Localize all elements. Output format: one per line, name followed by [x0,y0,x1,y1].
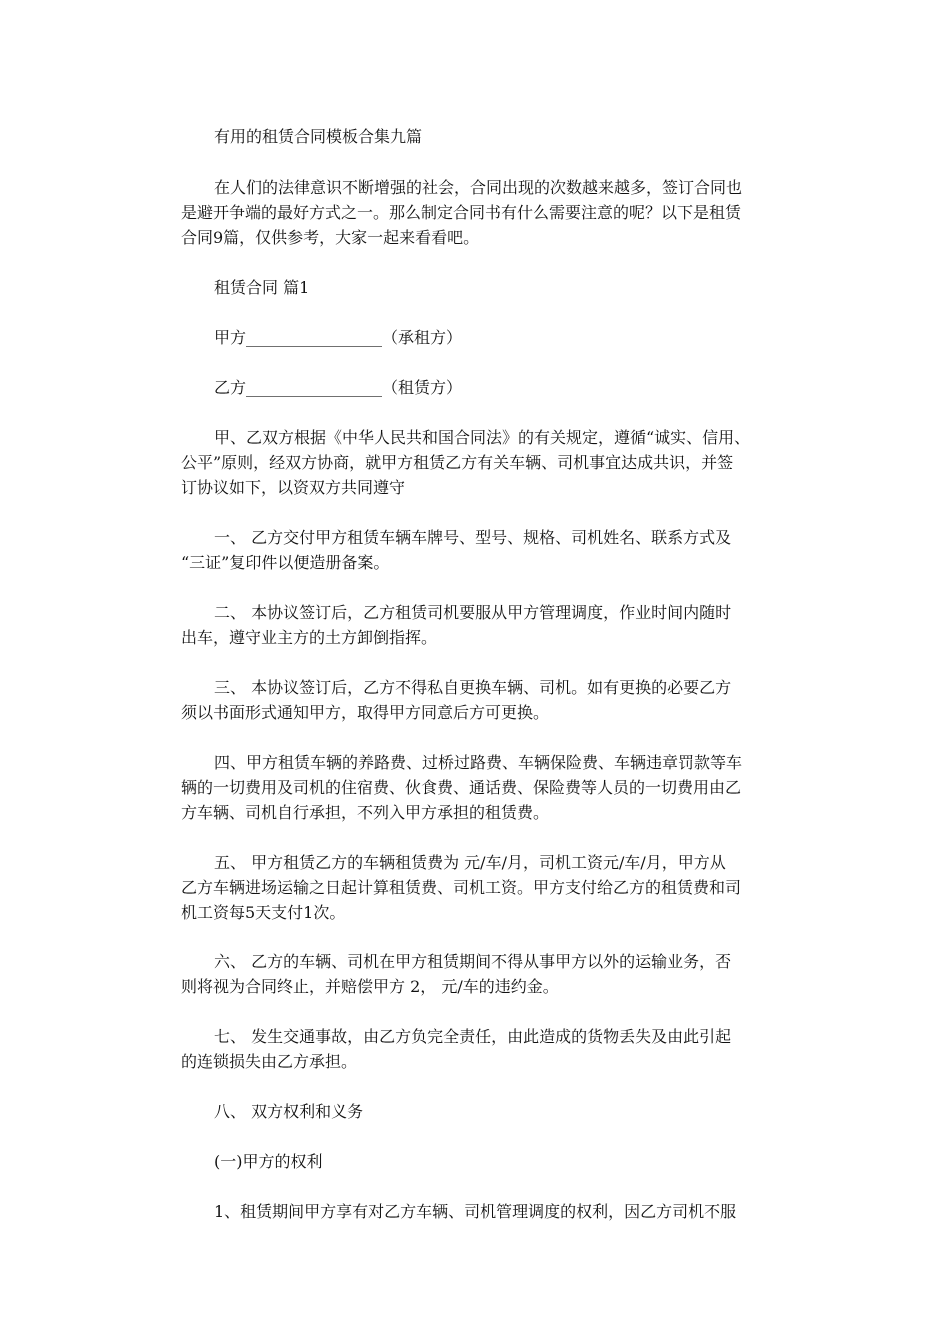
intro-line-1: 在人们的法律意识不断增强的社会，合同出现的次数越来越多，签订合同也 [214,178,743,197]
clause-6-line-1: 六、 乙方的车辆、司机在甲方租赁期间不得从事甲方以外的运输业务，否 [214,952,732,971]
section-heading: 租赁合同 篇1 [214,278,310,297]
subsection-heading: (一)甲方的权利 [214,1152,323,1171]
item-1-line-1: 1、租赁期间甲方享有对乙方车辆、司机管理调度的权利，因乙方司机不服 [214,1202,737,1221]
clause-5-line-3: 机工资每5天支付1次。 [181,903,346,922]
clause-6-line-2: 则将视为合同终止，并赔偿甲方 2， 元/车的违约金。 [181,977,559,996]
clause-3-line-2: 须以书面形式通知甲方，取得甲方同意后方可更换。 [181,703,550,722]
clause-7-line-1: 七、 发生交通事故，由乙方负完全责任，由此造成的货物丢失及由此引起 [214,1027,732,1046]
clause-4-line-1: 四、甲方租赁车辆的养路费、过桥过路费、车辆保险费、车辆违章罚款等车 [214,753,743,772]
clause-5-line-2: 乙方车辆进场运输之日起计算租赁费、司机工资。甲方支付给乙方的租赁费和司 [181,878,742,897]
preamble-line-1: 甲、乙双方根据《中华人民共和国合同法》的有关规定，遵循“诚实、信用、 [214,428,751,447]
clause-2-line-1: 二、 本协议签订后，乙方租赁司机要服从甲方管理调度，作业时间内随时 [214,603,732,622]
clause-1-line-2: “三证”复印件以便造册备案。 [181,553,390,572]
preamble-line-3: 订协议如下，以资双方共同遵守 [181,478,406,497]
clause-3-line-1: 三、 本协议签订后，乙方不得私自更换车辆、司机。如有更换的必要乙方 [214,678,732,697]
document-title: 有用的租赁合同模板合集九篇 [214,127,423,146]
preamble-line-2: 公平”原则，经双方协商，就甲方租赁乙方有关车辆、司机事宜达成共识，并签 [181,453,734,472]
intro-line-2: 是避开争端的最好方式之一。那么制定合同书有什么需要注意的呢？以下是租赁 [181,203,742,222]
clause-2-line-2: 出车，遵守业主方的土方卸倒指挥。 [181,628,438,647]
clause-8-heading: 八、 双方权利和义务 [214,1102,364,1121]
clause-5-line-1: 五、 甲方租赁乙方的车辆租赁费为 元/车/月，司机工资元/车/月，甲方从 [214,853,726,872]
clause-1-line-1: 一、 乙方交付甲方租赁车辆车牌号、型号、规格、司机姓名、联系方式及 [214,528,732,547]
party-a-line: 甲方_________________（承租方） [214,328,463,347]
party-b-line: 乙方_________________（租赁方） [214,378,463,397]
intro-line-3: 合同9篇，仅供参考，大家一起来看看吧。 [181,228,480,247]
clause-4-line-3: 方车辆、司机自行承担，不列入甲方承担的租赁费。 [181,803,550,822]
clause-4-line-2: 辆的一切费用及司机的住宿费、伙食费、通话费、保险费等人员的一切费用由乙 [181,778,742,797]
clause-7-line-2: 的连锁损失由乙方承担。 [181,1052,358,1071]
